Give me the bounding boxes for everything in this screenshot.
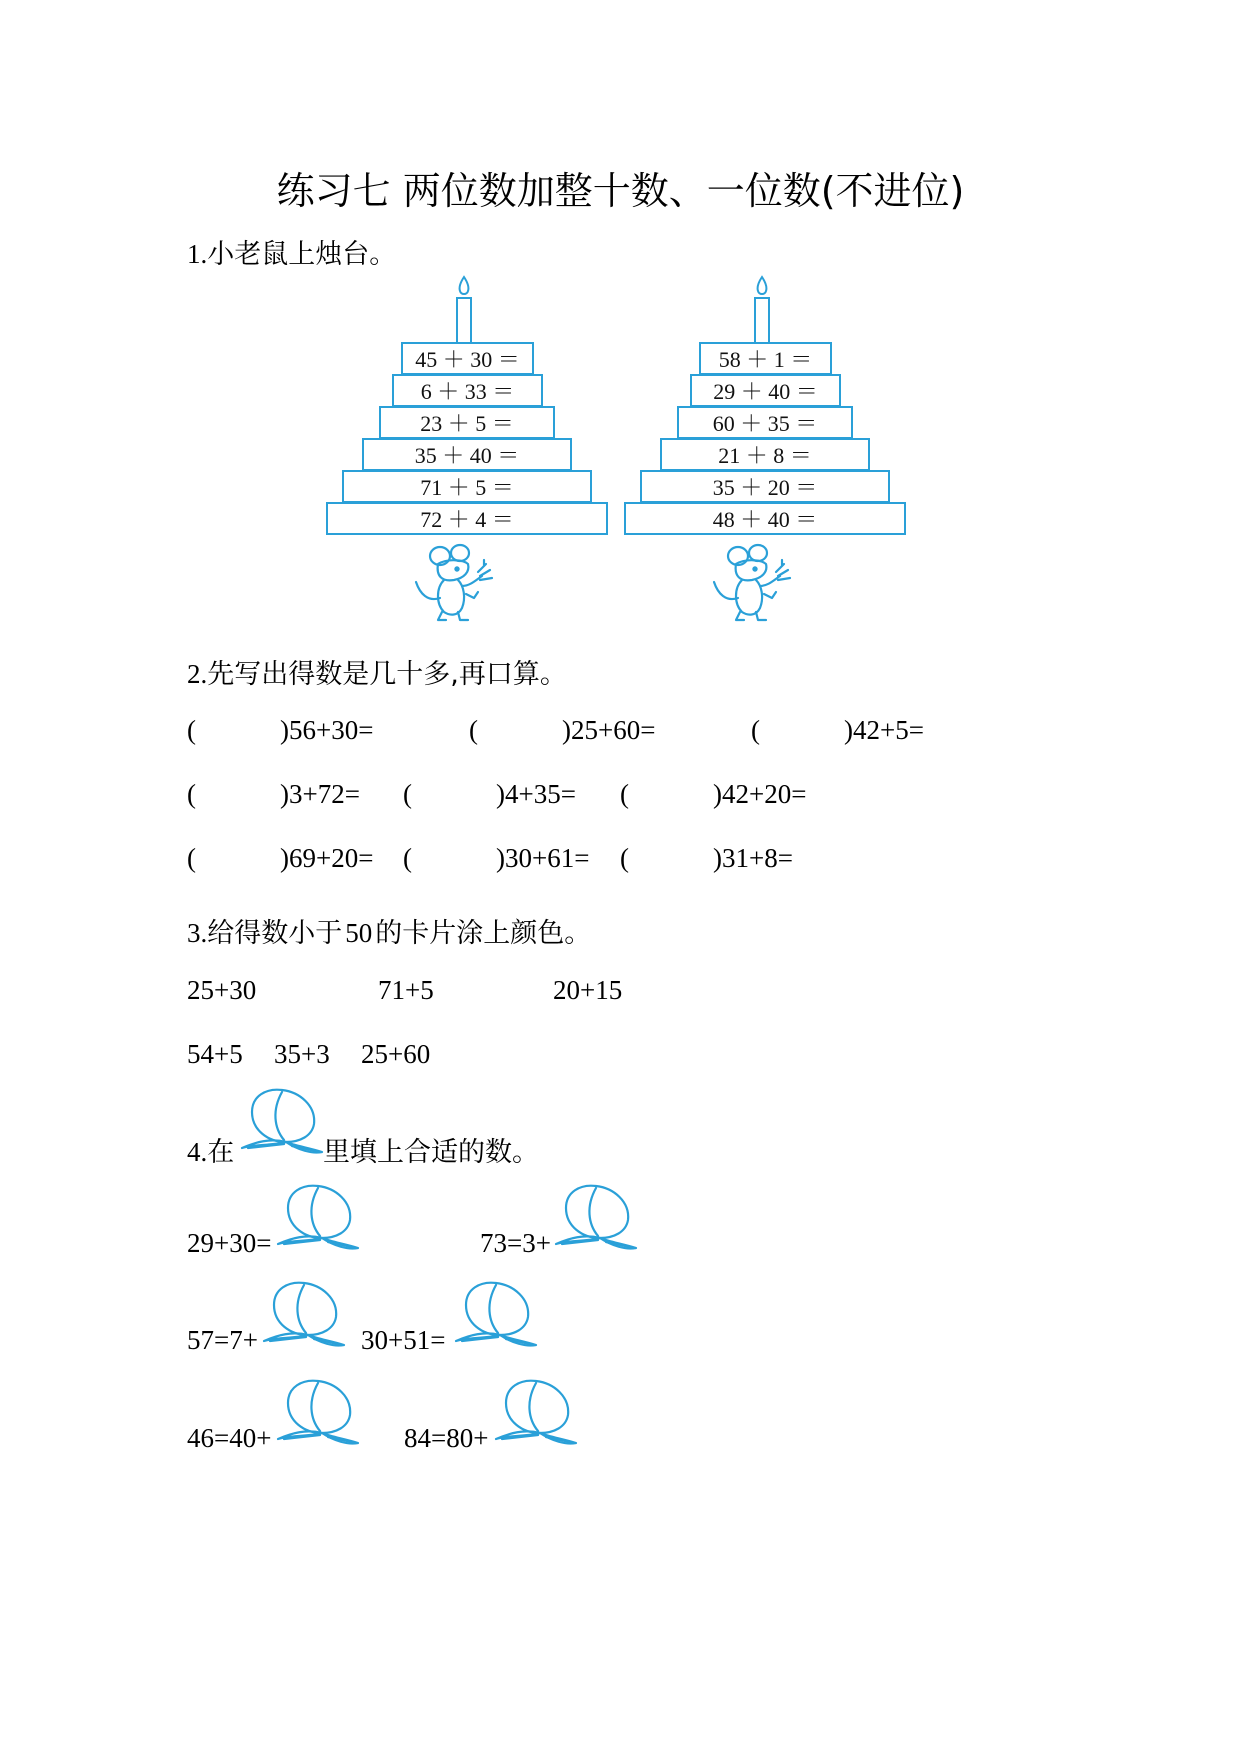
answer-blank-open: ( (403, 843, 412, 873)
equation: 30+51= (361, 1325, 446, 1355)
card-expression[interactable]: 54+5 (187, 1039, 243, 1069)
mouse-icon (412, 542, 508, 624)
card-expression[interactable]: 25+30 (187, 975, 257, 1005)
answer-blank-open: ( (620, 843, 629, 873)
tower-tier: 35 ＋ 20 ＝ (640, 470, 890, 503)
answer-blank-open: ( (403, 779, 412, 809)
tower-tier: 60 ＋ 35 ＝ (677, 406, 853, 439)
tower-tier: 29 ＋ 40 ＝ (690, 374, 841, 407)
equation: )30+61= (496, 843, 590, 873)
equation: )56+30= (280, 715, 374, 745)
equation: )42+5= (844, 715, 924, 745)
peach-answer-box[interactable] (276, 1375, 360, 1451)
equation: )3+72= (280, 779, 360, 809)
equation: 29+30= (187, 1228, 272, 1258)
candle-icon (754, 297, 770, 345)
tower-tier: 23 ＋ 5 ＝ (379, 406, 555, 439)
equation: )69+20= (280, 843, 374, 873)
card-expression[interactable]: 71+5 (378, 975, 434, 1005)
page-title: 练习七 两位数加整十数、一位数(不进位) (276, 169, 965, 213)
card-expression[interactable]: 35+3 (274, 1039, 330, 1069)
peach-answer-box[interactable] (554, 1180, 638, 1256)
equation: 73=3+ (480, 1228, 551, 1258)
peach-answer-box[interactable] (454, 1277, 538, 1353)
section4-heading: 4.在 (187, 1137, 235, 1168)
peach-answer-box[interactable] (276, 1180, 360, 1256)
answer-blank-open: ( (751, 715, 760, 745)
tower-tier: 45 ＋ 30 ＝ (401, 342, 534, 375)
answer-blank-open: ( (187, 779, 196, 809)
section3-heading: 3.给得数小于 50 的卡片涂上颜色。 (187, 918, 592, 949)
tower-tier: 48 ＋ 40 ＝ (624, 502, 906, 535)
section1-heading: 1.小老鼠上烛台。 (187, 239, 397, 270)
section4-heading-tail: 里填上合适的数。 (323, 1137, 539, 1168)
equation: 57=7+ (187, 1325, 258, 1355)
card-expression[interactable]: 25+60 (361, 1039, 431, 1069)
card-expression[interactable]: 20+15 (553, 975, 623, 1005)
tower-tier: 72 ＋ 4 ＝ (326, 502, 608, 535)
answer-blank-open: ( (187, 843, 196, 873)
equation: )4+35= (496, 779, 576, 809)
answer-blank-open: ( (620, 779, 629, 809)
tower-tier: 58 ＋ 1 ＝ (699, 342, 832, 375)
answer-blank-open: ( (187, 715, 196, 745)
tower-tier: 35 ＋ 40 ＝ (362, 438, 572, 471)
equation: 84=80+ (404, 1423, 489, 1453)
candle-icon (456, 297, 472, 345)
tower-tier: 21 ＋ 8 ＝ (660, 438, 870, 471)
tower-tier: 71 ＋ 5 ＝ (342, 470, 592, 503)
section2-heading: 2.先写出得数是几十多,再口算。 (187, 659, 567, 690)
equation: )25+60= (562, 715, 656, 745)
peach-icon (240, 1084, 324, 1160)
equation: )42+20= (713, 779, 807, 809)
peach-answer-box[interactable] (494, 1375, 578, 1451)
equation: )31+8= (713, 843, 793, 873)
peach-answer-box[interactable] (262, 1277, 346, 1353)
mouse-icon (710, 542, 806, 624)
equation: 46=40+ (187, 1423, 272, 1453)
flame-icon (456, 276, 472, 298)
tower-tier: 6 ＋ 33 ＝ (392, 374, 543, 407)
flame-icon (754, 276, 770, 298)
answer-blank-open: ( (469, 715, 478, 745)
